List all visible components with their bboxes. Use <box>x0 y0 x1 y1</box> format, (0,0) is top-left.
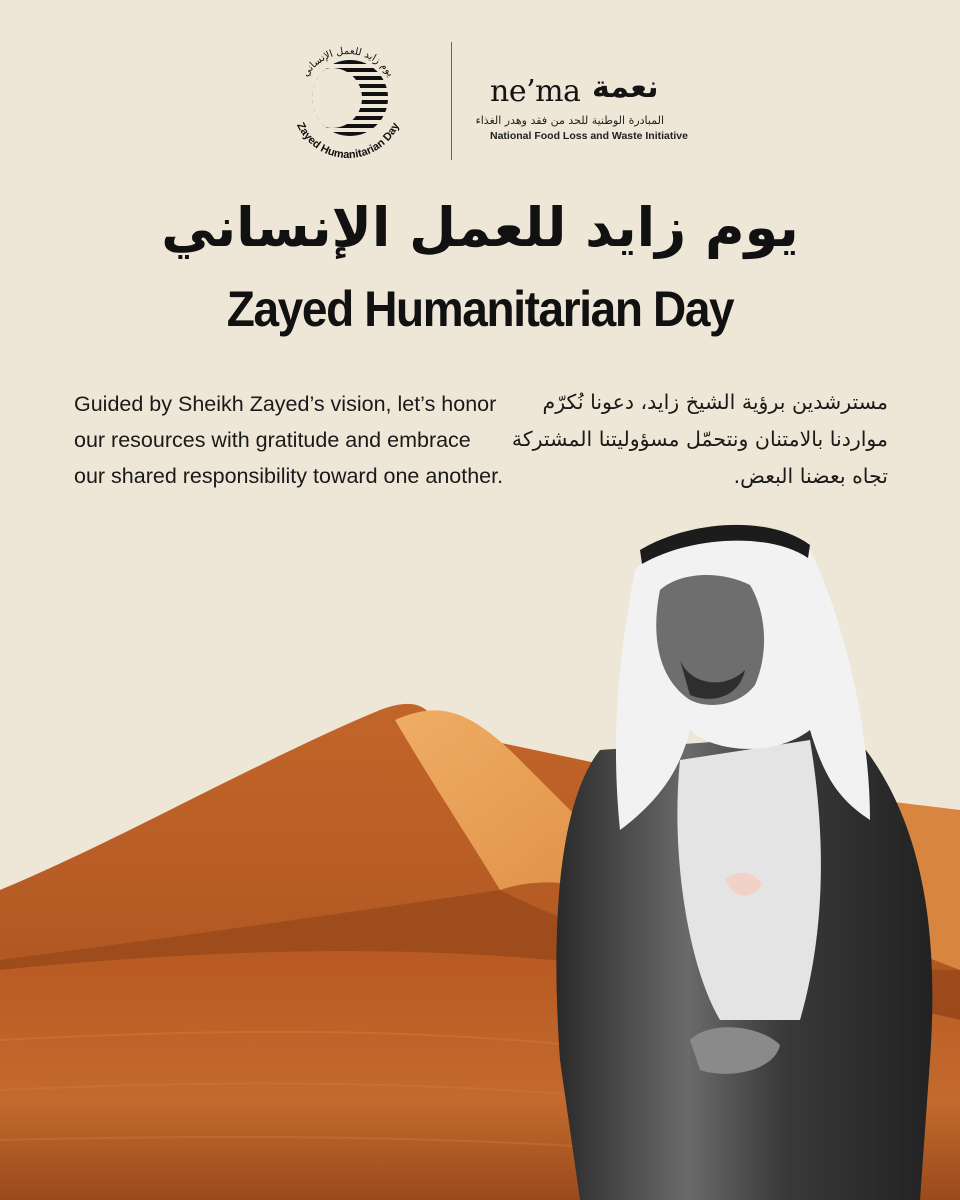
nema-logo <box>475 70 688 150</box>
body-text-arabic: مسترشدين برؤية الشيخ زايد، دعونا نُكرّم مواردنا بالامتنان ونتحمّل مسؤوليتنا المشتركة تجاه بعضنا البعض. <box>511 390 888 488</box>
sheikh-zayed-portrait-image <box>540 500 960 1200</box>
body-text-english: Guided by Sheikh Zayed’s vision, let’s honor our resources with gratitude and embrace our shared responsibility toward one another. <box>74 392 504 488</box>
nema-english-subtitle: National Food Loss and Waste Initiative <box>490 130 688 142</box>
sun-stripes-icon <box>302 60 392 136</box>
page-title-arabic: يوم زايد للعمل الإنساني <box>161 196 799 259</box>
zayed-humanitarian-day-logo <box>278 40 418 164</box>
logo-divider <box>451 42 452 160</box>
nema-latin-wordmark: ne’ma <box>490 74 581 109</box>
nema-arabic-wordmark: نعمة <box>592 70 659 105</box>
logo-arabic-ring-text: يوم زايد للعمل الإنساني <box>300 45 396 79</box>
logo-english-ring-text: Zayed Humanitarian Day <box>294 120 402 162</box>
page-title-english: Zayed Humanitarian Day <box>226 281 734 337</box>
nema-arabic-subtitle: المبادرة الوطنية للحد من فقد وهدر الغذاء <box>475 114 664 127</box>
